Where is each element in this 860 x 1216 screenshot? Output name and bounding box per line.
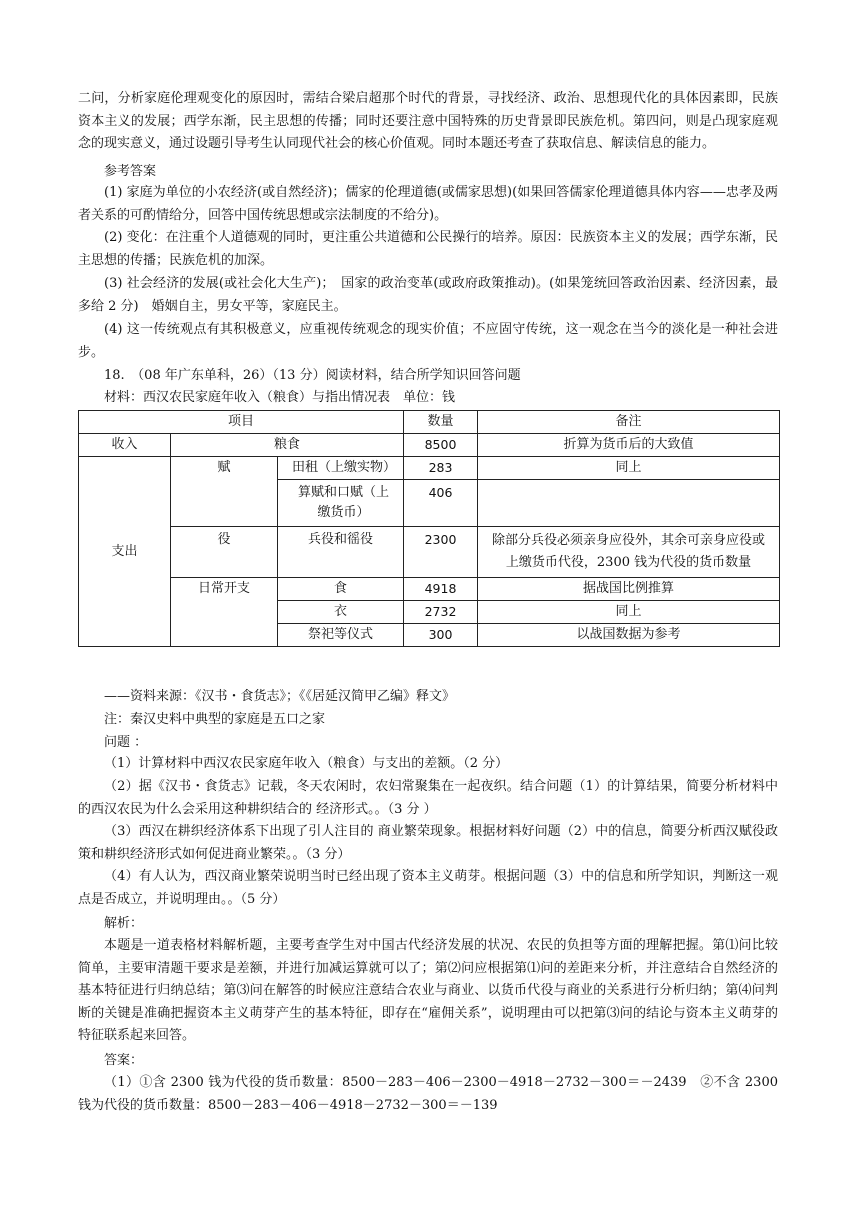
bingyi-note: 除部分兵役必须亲身应役外，其余可亲身应役或上缴货币代役，2300 钱为代役的货币数量: [478, 527, 780, 578]
answer-1: （1）①含 2300 钱为代役的货币数量：8500－283－406－2300－4918－2732－300＝－2439 ②不含 2300 钱为代役的货币数量：8500－283－406－4918－2732－300＝－139: [78, 1075, 778, 1113]
table-header-row: [79, 411, 780, 434]
grain-note: 折算为货币后的大致值: [478, 434, 780, 457]
table-row: [79, 434, 780, 457]
question-4: （4）有人认为，西汉商业繁荣说明当时已经出现了资本主义萌芽。根据问题（3）中的信息和所学知识，判断这一观点是否成立，并说明理由。。（5 分）: [78, 869, 778, 907]
ritual-note: 以战国数据为参考: [478, 624, 780, 647]
reference-answer-2: (2) 变化：在注重个人道德观的同时，更注重公共道德和公民操行的培养。原因：民族资本主义的发展；西学东渐，民主思想的传播；民族危机的加深。: [78, 230, 778, 268]
grain-amount: 8500: [404, 434, 478, 457]
question-1: （1）计算材料中西汉农民家庭年收入（粮食）与支出的差额。（2 分）: [104, 756, 509, 771]
daily-expense-label: 日常开支: [171, 578, 278, 647]
header-note: 备注: [478, 411, 780, 434]
table-row: [79, 578, 780, 601]
table-row: [79, 527, 780, 578]
reference-answer-4: (4) 这一传统观点有其积极意义，应重视传统观念的现实价值；不应固守传统，这一观念在当今的淡化是一种社会进步。: [78, 322, 778, 360]
question-2: （2）据《汉书・食货志》记载，冬天农闲时，农妇常聚集在一起夜织。结合问题（1）的计算结果，简要分析材料中的西汉农民为什么会采用这种耕织结合的 经济形式。。（3 分 ）: [78, 779, 778, 817]
family-note: 注：秦汉史料中典型的家庭是五口之家: [104, 712, 326, 727]
tianzu-note: 同上: [478, 457, 780, 480]
clothing-amount: 2732: [404, 601, 478, 624]
question-18-title: 18. （08 年广东单科，26）（13 分）阅读材料，结合所学知识回答问题: [104, 368, 521, 383]
tianzu-amount: 283: [404, 457, 478, 480]
table-row: [79, 457, 780, 480]
analysis-heading: 解析：: [104, 916, 144, 931]
grain-label: 粮食: [171, 434, 404, 457]
bingyi-amount: 2300: [404, 527, 478, 578]
source-line: ——资料来源：《汉书・食货志》；《《居延汉简甲乙编》释文》: [104, 689, 456, 704]
header-item: 项目: [79, 411, 404, 434]
clothing-note: 同上: [478, 601, 780, 624]
yi-label: 役: [171, 527, 278, 578]
material-caption: 材料：西汉农民家庭年收入（粮食）与指出情况表 单位：钱: [104, 390, 456, 405]
answer-heading: 答案：: [104, 1053, 144, 1068]
reference-answer-heading: 参考答案: [104, 164, 157, 179]
food-amount: 4918: [404, 578, 478, 601]
reference-answer-3: (3) 社会经济的发展(或社会化大生产)； 国家的政治变革(或政府政策推动)。(如果笼统回答政治因素、经济因素，最多给 2 分) 婚姻自主，男女平等，家庭民主。: [78, 276, 778, 314]
ritual-label: 祭祀等仪式: [278, 624, 404, 647]
analysis-paragraph: 本题是一道表格材料解析题，主要考查学生对中国古代经济发展的状况、农民的负担等方面的理解把握。第⑴问比较简单，主要审清题干要求是差额，并进行加减运算就可以了；第⑵问应根据第⑴问的差距来分析，并注意结合自然经济的基本特征进行归纳总结；第⑶问在解答的时候应注意结合农业与商业、以货币代役与商业的关系进行分析归纳；第⑷问判断的关键是准确把握资本主义萌芽产生的基本特征，即存在“雇佣关系”，说明理由可以把第⑶问的结论与资本主义萌芽的特征联系起来回答。: [78, 938, 778, 1043]
clothing-label: 衣: [278, 601, 404, 624]
food-note: 据战国比例推算: [478, 578, 780, 601]
bingyi-label: 兵役和徭役: [278, 527, 404, 578]
income-expense-table: [78, 410, 780, 647]
expense-label: 支出: [79, 457, 171, 647]
food-label: 食: [278, 578, 404, 601]
question-3: （3）西汉在耕织经济体系下出现了引人注目的 商业繁荣现象。根据材料好问题（2）中的信息，简要分析西汉赋役政策和耕织经济形式如何促进商业繁荣。。（3 分）: [78, 824, 778, 862]
income-label: 收入: [79, 434, 171, 457]
suanfu-note: [478, 480, 780, 527]
ritual-amount: 300: [404, 624, 478, 647]
intro-paragraph: 二问，分析家庭伦理观变化的原因时，需结合梁启超那个时代的背景，寻找经济、政治、思想现代化的具体因素即，民族资本主义的发展；西学东渐，民主思想的传播；同时还要注意中国特殊的历史背景即民族危机。第四问，则是凸现家庭观念的现实意义，通过设题引导考生认同现代社会的核心价值观。同时本题还考查了获取信息、解读信息的能力。: [78, 91, 778, 151]
suanfu-amount: 406: [404, 480, 478, 527]
tianzu-label: 田租（上缴实物）: [278, 457, 404, 480]
fu-label: 赋: [171, 457, 278, 527]
header-amount: 数量: [404, 411, 478, 434]
reference-answer-1: (1) 家庭为单位的小农经济(或自然经济)；儒家的伦理道德(或儒家思想)(如果回答儒家伦理道德具体内容——忠孝及两者关系的可酌情给分，回答中国传统思想或宗法制度的不给分)。: [78, 185, 778, 223]
suanfu-label: 算赋和口赋（上缴货币）: [278, 480, 404, 527]
questions-heading: 问题 ：: [104, 735, 148, 750]
